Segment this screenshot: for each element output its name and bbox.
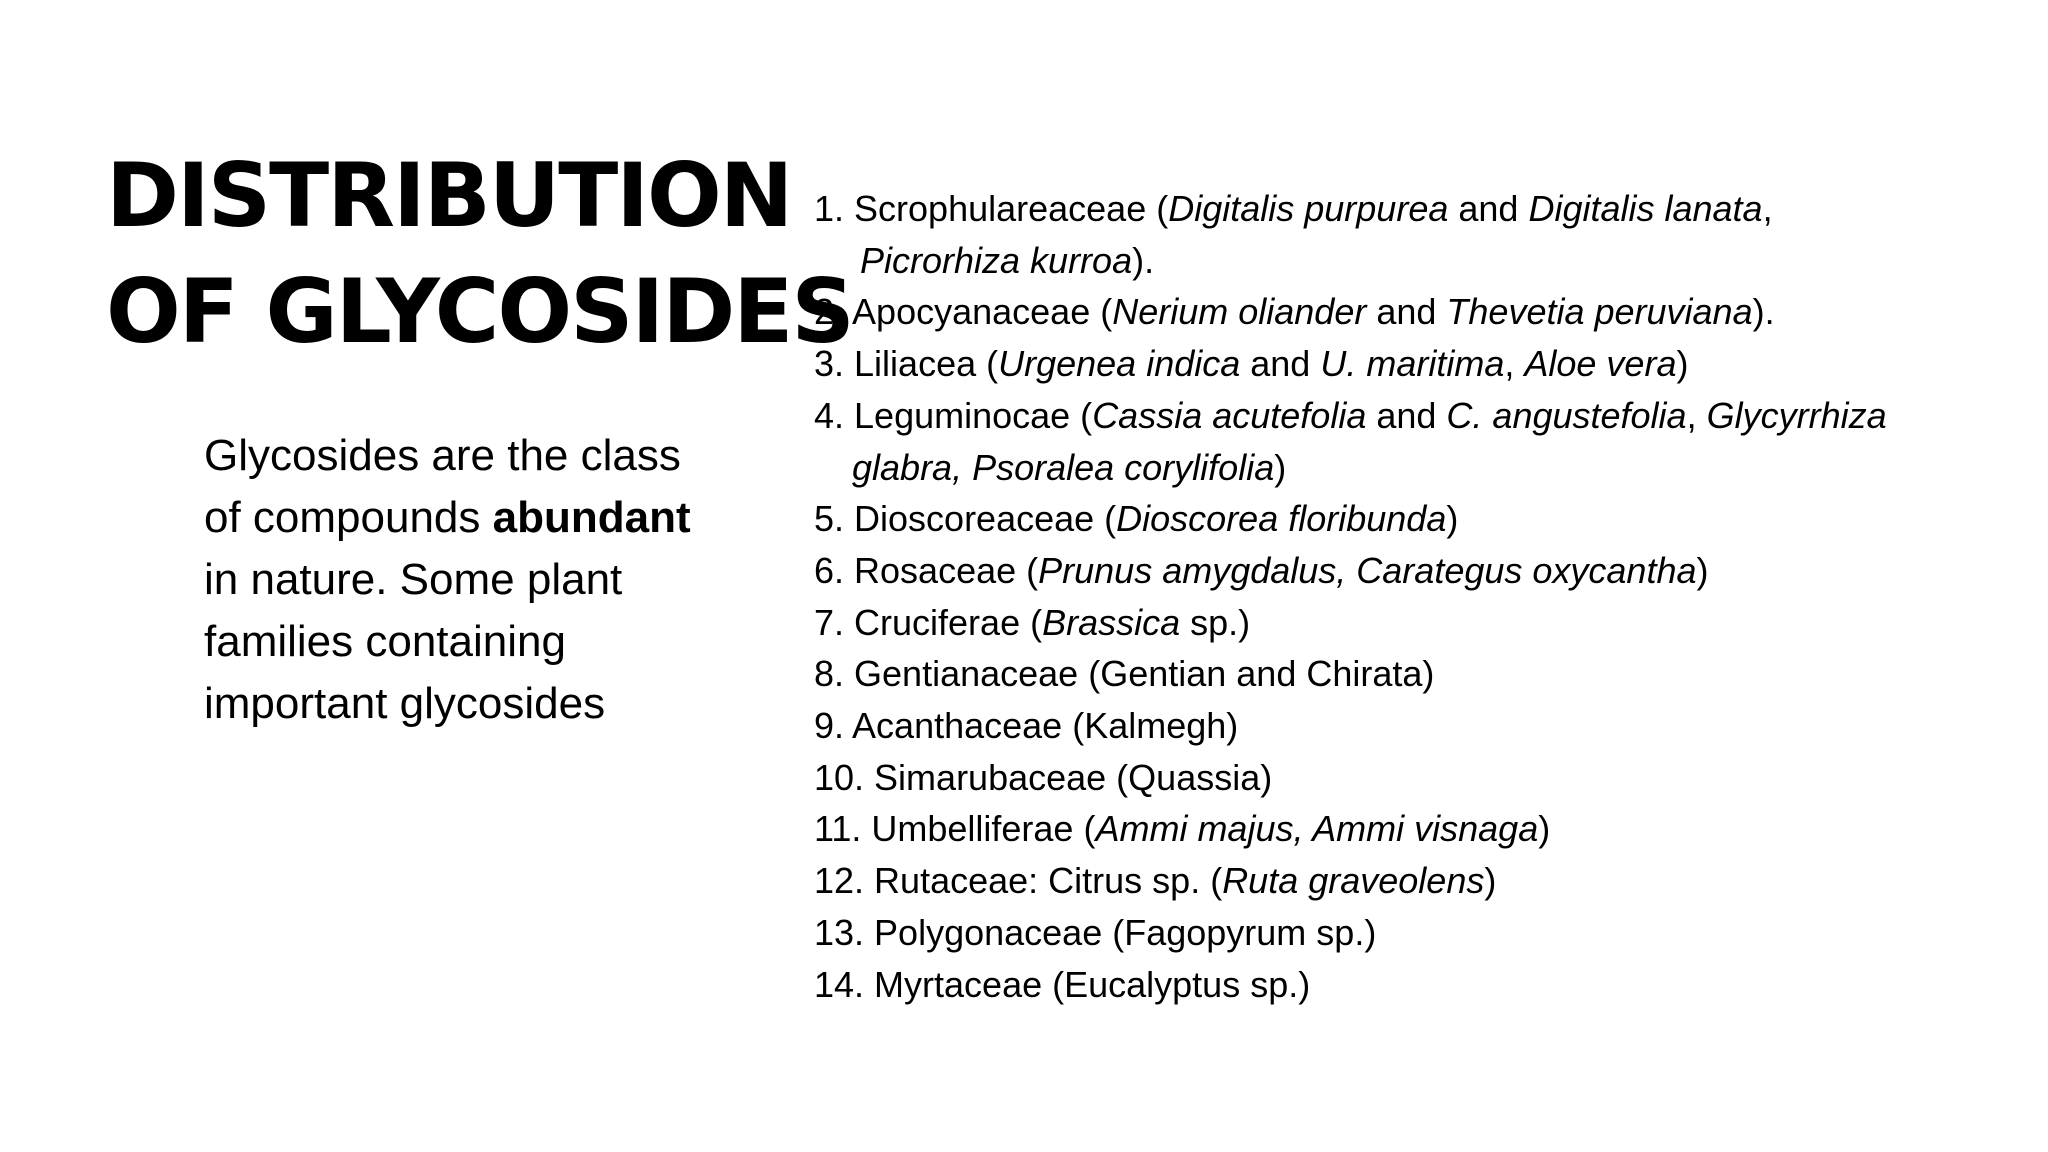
intro-line-2 (204, 487, 764, 549)
family-name: 8. Gentianaceae (Gentian and Chirata) (814, 653, 1435, 695)
connector-text: ). (1132, 239, 1155, 281)
species-name: Digitalis purpurea (1168, 188, 1449, 229)
intro-bold-word: abundant (492, 493, 691, 542)
family-name: 5. Dioscoreaceae ( (814, 498, 1117, 540)
family-name: 1. Scrophulareaceae ( (814, 188, 1169, 229)
connector-text: and (1366, 394, 1447, 436)
list-item (814, 959, 2024, 1011)
connector-text: and (1448, 188, 1529, 229)
list-item (814, 493, 2024, 545)
plant-family-list (814, 183, 2024, 1010)
connector-text: ) (1446, 498, 1459, 540)
family-name: 9. Acanthaceae (Kalmegh) (814, 705, 1239, 747)
connector-text: ) (1274, 446, 1287, 488)
species-name: Brassica (1042, 601, 1181, 643)
intro-line-5: important glycosides (204, 679, 606, 728)
species-name: glabra, Psoralea corylifolia (852, 446, 1275, 488)
list-item-continuation (814, 235, 2024, 287)
family-name: 13. Polygonaceae (Fagopyrum sp.) (814, 911, 1377, 953)
slide-title (106, 138, 853, 370)
family-name: 6. Rosaceae ( (814, 549, 1039, 591)
connector-text: ) (1538, 808, 1551, 850)
list-item (814, 752, 2024, 804)
list-item (814, 855, 2024, 907)
connector-text: , (1686, 394, 1707, 436)
connector-text: and (1240, 343, 1321, 385)
intro-line-4: families containing (204, 617, 566, 666)
family-name: 7. Cruciferae ( (814, 601, 1043, 643)
species-name: Glycyrrhiza (1706, 394, 1887, 436)
species-name: Cassia acutefolia (1092, 394, 1367, 436)
list-item (814, 286, 2024, 338)
connector-text: , (1504, 343, 1525, 385)
title-line-1: DISTRIBUTION (106, 144, 792, 247)
list-item (814, 907, 2024, 959)
list-item (814, 338, 2024, 390)
species-name: Urgenea indica (998, 343, 1241, 385)
species-name: U. maritima (1320, 343, 1505, 385)
species-name: Ammi majus, Ammi visnaga (1095, 808, 1539, 850)
list-item (814, 648, 2024, 700)
list-item (814, 597, 2024, 649)
connector-text: and (1366, 291, 1447, 333)
intro-text (204, 425, 764, 735)
list-item (814, 183, 2024, 286)
intro-line-2-text: of compounds (204, 493, 493, 542)
family-name: 3. Liliacea ( (814, 343, 999, 385)
intro-line-1: Glycosides are the class (204, 431, 681, 480)
species-name: Aloe vera (1524, 343, 1677, 385)
species-name: Ruta graveolens (1222, 860, 1485, 902)
species-name: Picrorhiza kurroa (860, 239, 1133, 281)
species-name: Nerium oliander (1112, 291, 1367, 333)
connector-text: ) (1676, 343, 1689, 385)
family-name: 14. Myrtaceae (Eucalyptus sp.) (814, 963, 1311, 1005)
list-item (814, 545, 2024, 597)
connector-text: ) (1696, 549, 1709, 591)
species-name: Prunus amygdalus, Carategus oxycantha (1038, 549, 1697, 591)
connector-text: , (1762, 188, 1773, 229)
family-name: 4. Leguminocae ( (814, 394, 1093, 436)
title-line-2: OF GLYCOSIDES (106, 260, 853, 363)
connector-text: sp.) (1180, 601, 1251, 643)
family-name: 10. Simarubaceae (Quassia) (814, 756, 1273, 798)
family-name: 11. Umbelliferae ( (814, 808, 1096, 850)
list-item-continuation (814, 442, 2024, 494)
list-item (814, 390, 2024, 493)
connector-text: ) (1484, 860, 1497, 902)
species-name: C. angustefolia (1446, 394, 1687, 436)
list-item (814, 700, 2024, 752)
list-item (814, 803, 2024, 855)
family-name: 12. Rutaceae: Citrus sp. ( (814, 860, 1223, 902)
connector-text: ). (1752, 291, 1775, 333)
species-name: Digitalis lanata (1528, 188, 1763, 229)
family-name: 2. Apocyanaceae ( (814, 291, 1113, 333)
intro-line-3: in nature. Some plant (204, 555, 623, 604)
species-name: Dioscorea floribunda (1116, 498, 1447, 540)
species-name: Thevetia peruviana (1446, 291, 1753, 333)
